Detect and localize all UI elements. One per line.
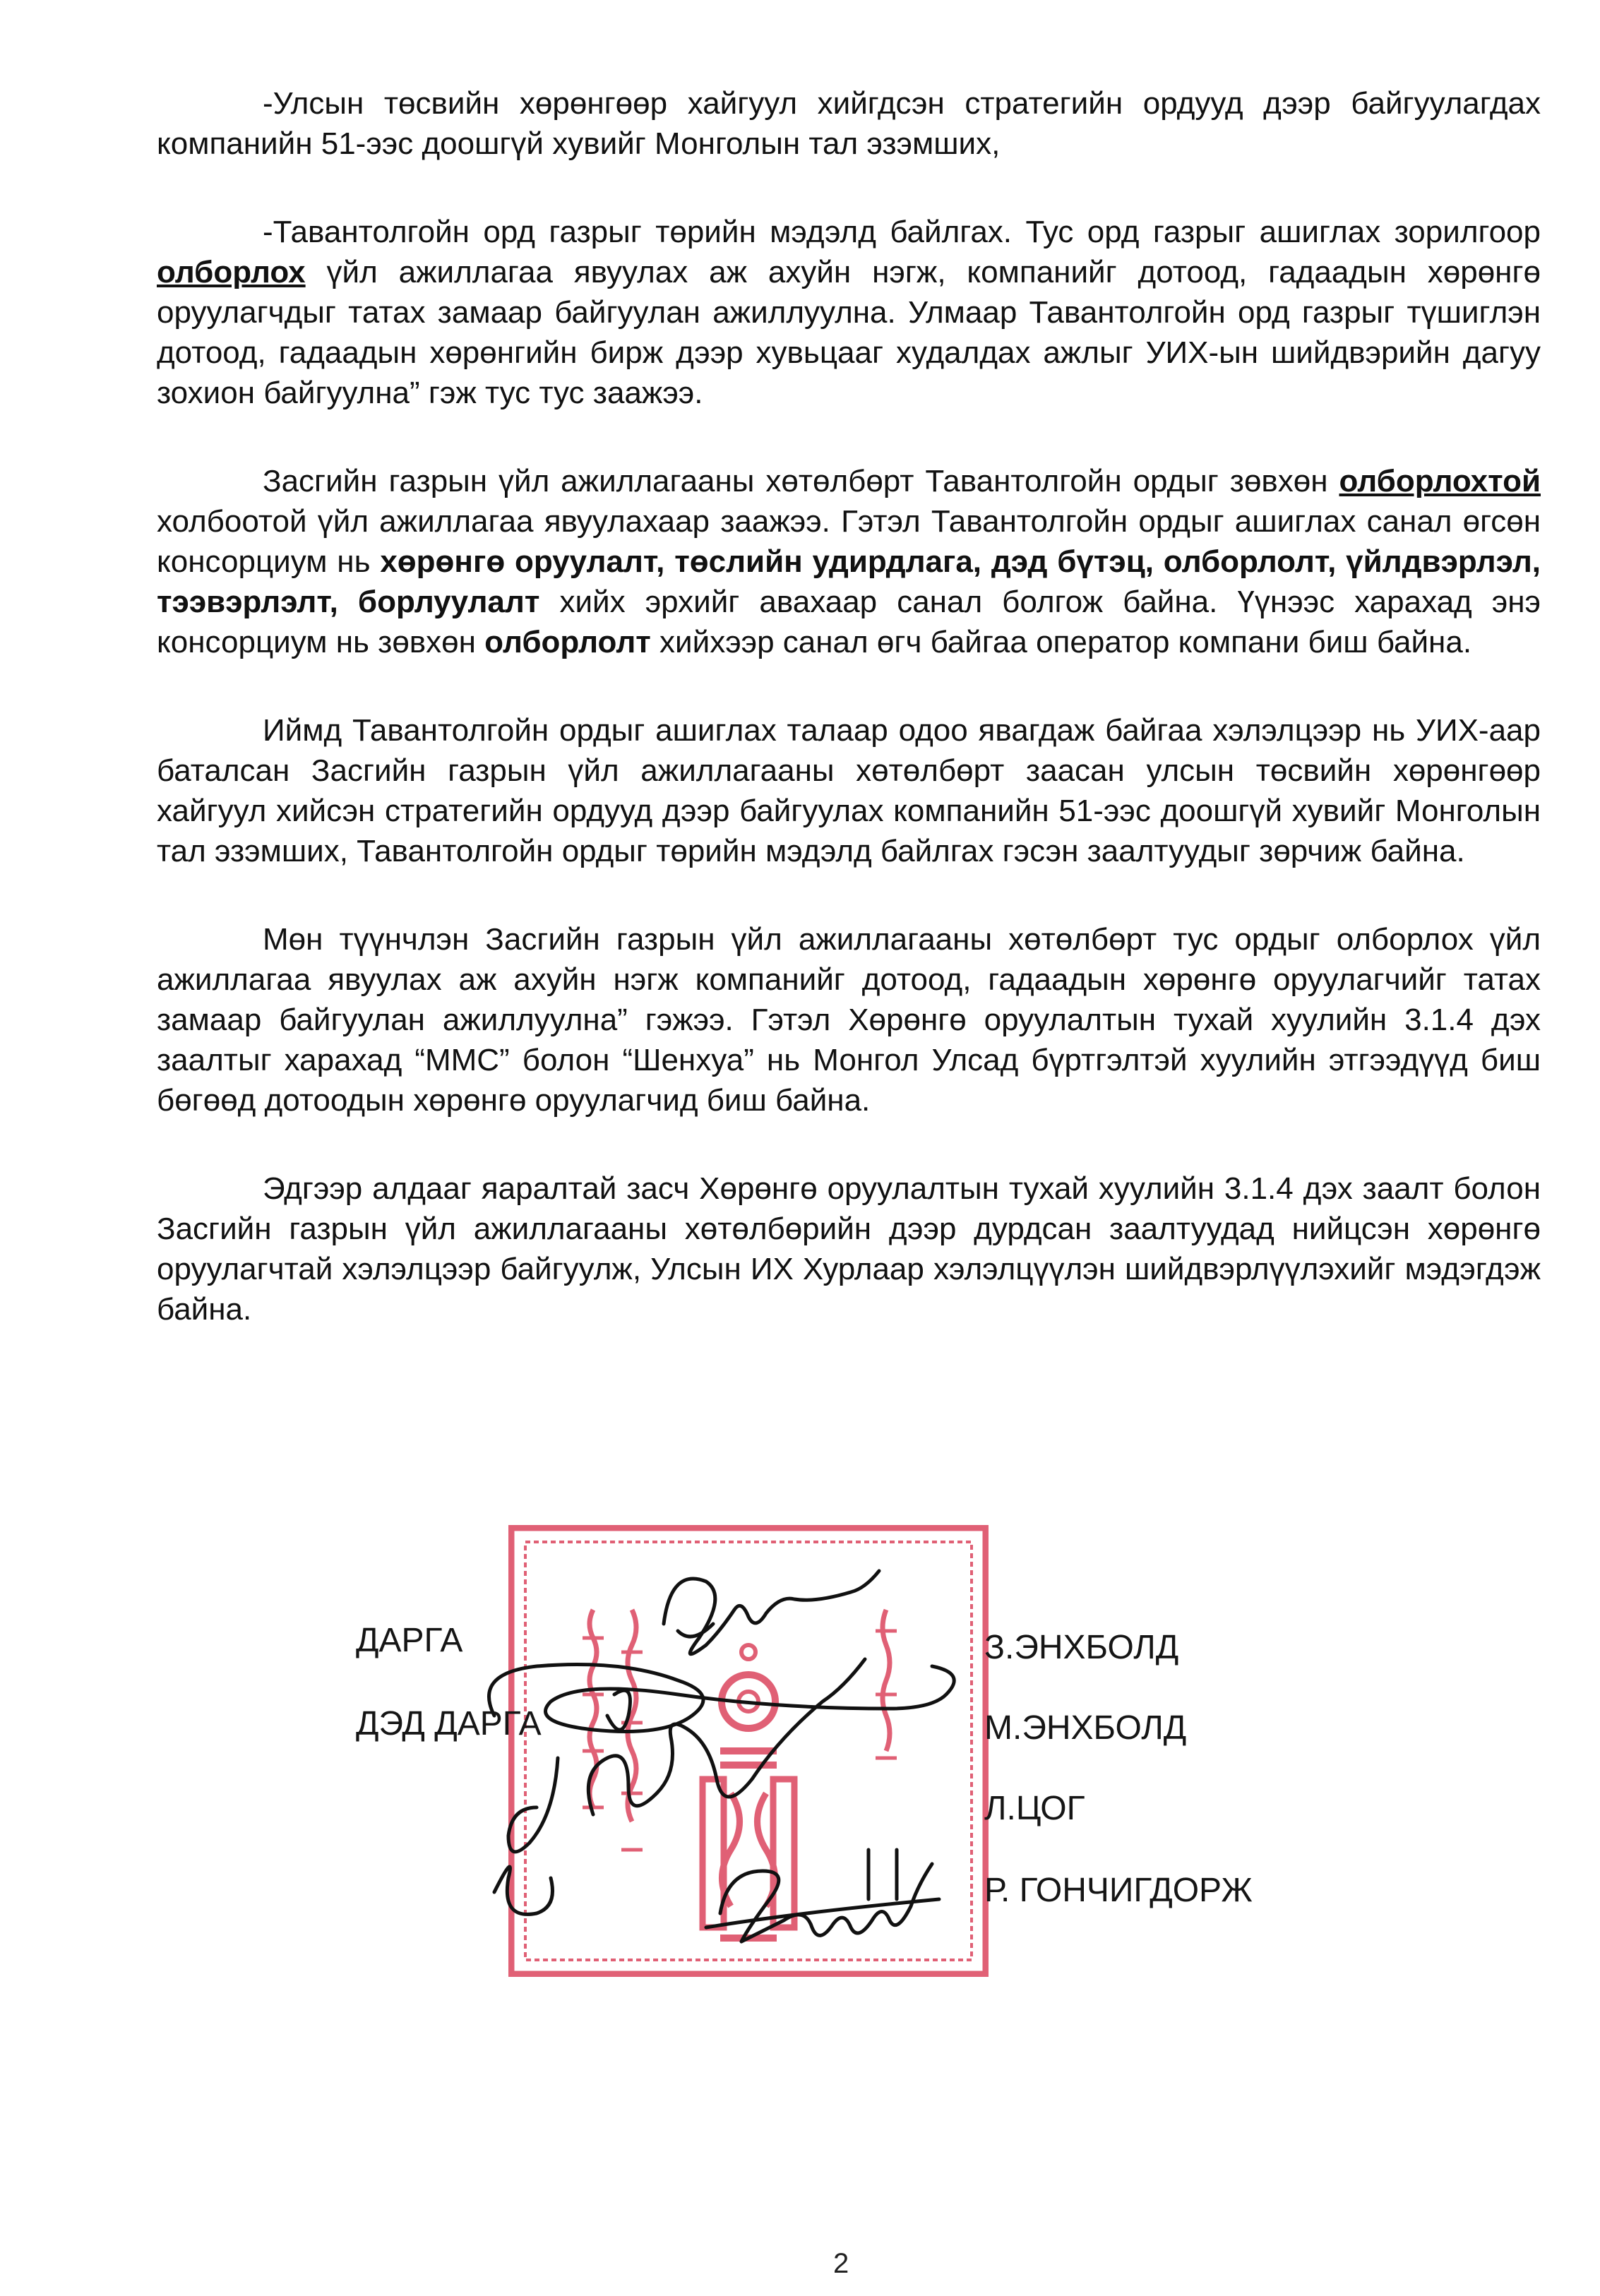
name-vice-chairman: М.ЭНХБОЛД [984,1709,1187,1747]
paragraph [157,710,1541,871]
paragraph [157,1168,1541,1329]
paragraph-text: -Тавантолгойн орд газрыг төрийн мэдэлд байлгах. Тус орд газрыг ашиглах зорилгоор [263,215,1541,249]
paragraph [157,83,1541,164]
emphasized-text: олборлох [157,255,306,289]
paragraph-text: Засгийн газрын үйл ажиллагааны хөтөлбөрт Тавантолгойн ордыг зөвхөн [263,464,1339,498]
paragraph-text: -Улсын төсвийн хөрөнгөөр хайгуул хийгдсэн стратегийн ордууд дээр байгуулагдах компанийн 51-ээс доошгүй хувийг Монголын тал эзэмших, [157,86,1541,161]
name-chairman: З.ЭНХБОЛД [984,1629,1179,1666]
paragraph-text: Эдгээр алдааг яаралтай засч Хөрөнгө оруулалтын тухай хуулийн 3.1.4 дэх заалт болон Засгийн газрын үйл ажиллагааны хөтөлбөрийн дээр дурдсан заалтуудад нийцсэн хөрөнгө оруулагчтай хэлэлцээр байгуулж, Улсын ИХ Хурлаар хэлэлцүүлэн шийдвэрлүүлэхийг мэдэгдэж байна. [157,1171,1541,1327]
page-number: 2 [833,2248,849,2279]
paragraph-text: үйл ажиллагаа явуулах аж ахуйн нэгж, компанийг дотоод, гадаадын хөрөнгө оруулагчдыг татах замаар байгуулан ажиллуулна. Улмаар Тавантолгойн орд газрыг түшиглэн дотоод, гадаадын хөрөнгийн бирж дээр хувьцааг худалдах ажлыг УИХ-ын шийдвэрийн дагуу зохион байгуулна” гэж тус тус заажээ. [157,255,1541,410]
paragraph [157,212,1541,413]
paragraph-text: хийх эрхийг авахаар санал болгож байна. Үүнээс харахад энэ консорциум нь зөвхөн [157,585,1541,659]
name-member-2: Р. ГОНЧИГДОРЖ [984,1872,1253,1909]
name-member-1: Л.ЦОГ [984,1790,1085,1827]
emphasized-text: олборлохтой [1339,464,1541,498]
emphasized-text: олборлолт [484,625,651,659]
paragraph-text: Мөн түүнчлэн Засгийн газрын үйл ажиллагааны хөтөлбөрт тус ордыг олборлох үйл ажиллагаа явуулах аж ахуйн нэгж компанийг дотоод, гадаадын хөрөнгө оруулагчийг татах замаар байгуулан ажиллуулна” гэжээ. Гэтэл Хөрөнгө оруулалтын тухай хуулийн 3.1.4 дэх заалтыг харахад “ММС” болон “Шенхуа” нь Монгол Улсад бүртгэлтэй хуулийн этгээдүүд биш бөгөөд дотоодын хөрөнгө оруулагчид биш байна. [157,922,1541,1118]
paragraph [157,461,1541,662]
paragraph-text: холбоотой үйл ажиллагаа явуулахаар заажээ. Гэтэл Тавантолгойн ордыг ашиглах санал өгсөн консорциум нь [157,504,1541,579]
role-chairman: ДАРГА [356,1622,463,1659]
handwritten-signatures-icon [452,1518,1017,1998]
role-vice-chairman: ДЭД ДАРГА [356,1705,542,1742]
letter-body [157,83,1541,1377]
paragraph-text: хийхээр санал өгч байгаа оператор компани биш байна. [650,625,1472,659]
paragraph [157,919,1541,1120]
paragraph-text: Иймд Тавантолгойн ордыг ашиглах талаар одоо явагдаж байгаа хэлэлцээр нь УИХ-аар баталсан Засгийн газрын үйл ажиллагааны хөтөлбөрт заасан улсын төсвийн хөрөнгөөр хайгуул хийсэн стратегийн ордууд дээр байгуулах компанийн 51-ээс доошгүй хувийг Монголын тал эзэмших, Тавантолгойн ордыг төрийн мэдэлд байлгах гэсэн заалтуудыг зөрчиж байна. [157,713,1541,868]
emphasized-text: хөрөнгө оруулалт, төслийн удирдлага, дэд бүтэц, олборлолт, үйлдвэрлэл, тээвэрлэлт, борлуулалт [157,544,1541,619]
